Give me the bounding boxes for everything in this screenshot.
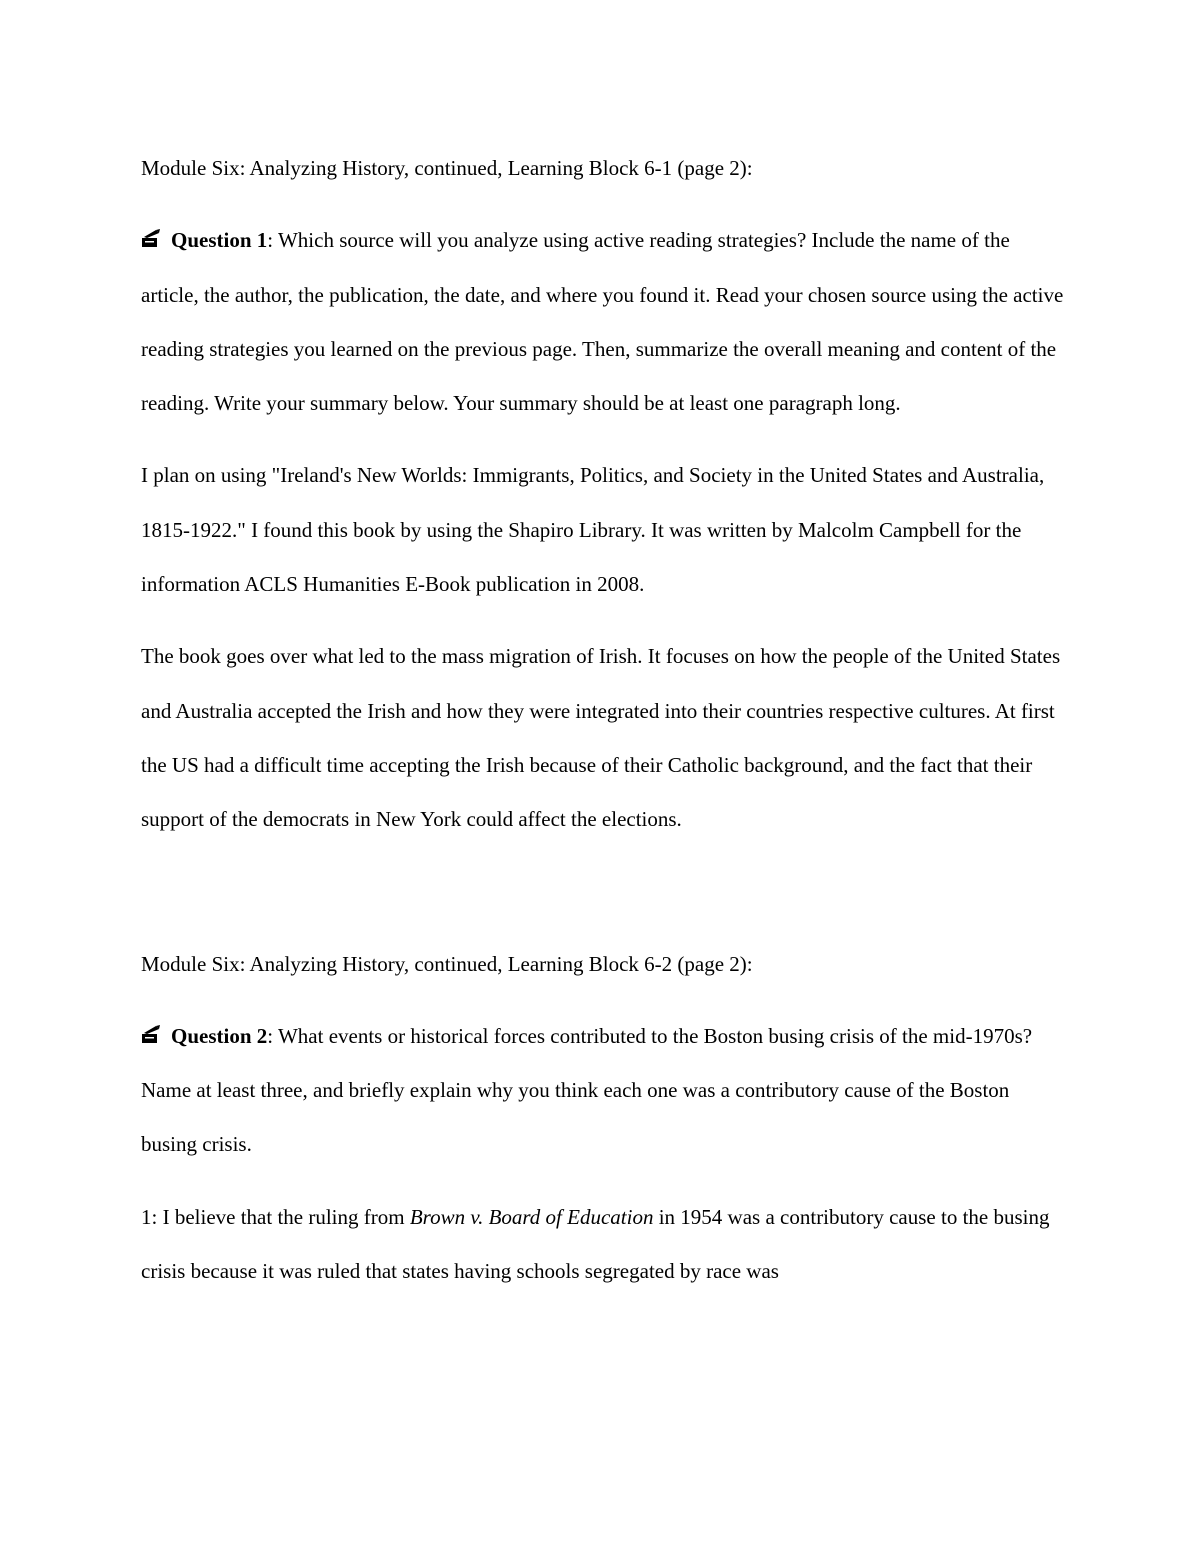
- question-1-label: Question 1: [171, 228, 268, 253]
- question-2: [141, 1009, 1066, 1172]
- pencil-icon: [141, 1025, 161, 1045]
- section-heading-6-2: Module Six: Analyzing History, continued, Learning Block 6-2 (page 2):: [141, 951, 753, 976]
- answer-1-paragraph-2: The book goes over what led to the mass migration of Irish. It focuses on how the people of the United States and Australia accepted the Irish and how they were integrated into their countries respective cultures. At first the US had a difficult time accepting the Irish because of their Catholic background, and the fact that their support of the democrats in New York could affect the elections.: [141, 644, 1061, 832]
- answer-2-point-1: [141, 1190, 1066, 1299]
- section-spacer: [141, 847, 1066, 937]
- case-name: Brown v. Board of Education: [409, 1204, 654, 1229]
- question-2-label: Question 2: [171, 1023, 268, 1048]
- pencil-icon: [141, 229, 161, 249]
- section-heading-6-1: Module Six: Analyzing History, continued, Learning Block 6-1 (page 2):: [141, 156, 753, 180]
- question-1: [141, 213, 1066, 430]
- answer-1-paragraph-1: I plan on using "Ireland's New Worlds: Immigrants, Politics, and Society in the United States and Australia, 1815-1922." I found this book by using the Shapiro Library. It was written by Malcolm Campbell for the information ACLS Humanities E-Book publication in 2008.: [141, 463, 1045, 597]
- answer-2-prefix: 1: I believe that the ruling from: [141, 1204, 410, 1229]
- page-content: [141, 141, 1066, 1298]
- question-2-text: : What events or historical forces contributed to the Boston busing crisis of the mid-1970s? Name at least three, and briefly explain why you think each one was a contributory cause of the Boston busing crisis.: [141, 1023, 1033, 1157]
- question-1-text: : Which source will you analyze using active reading strategies? Include the name of the article, the author, the publication, the date, and where you found it. Read your chosen source using the active reading strategies you learned on the previous page. Then, summarize the overall meaning and content of the reading. Write your summary below. Your summary should be at least one paragraph long.: [141, 228, 1064, 416]
- answer-2-suffix: in 1954 was a contributory cause to the busing crisis because it was ruled that states having schools segregated by race was: [141, 1204, 1050, 1284]
